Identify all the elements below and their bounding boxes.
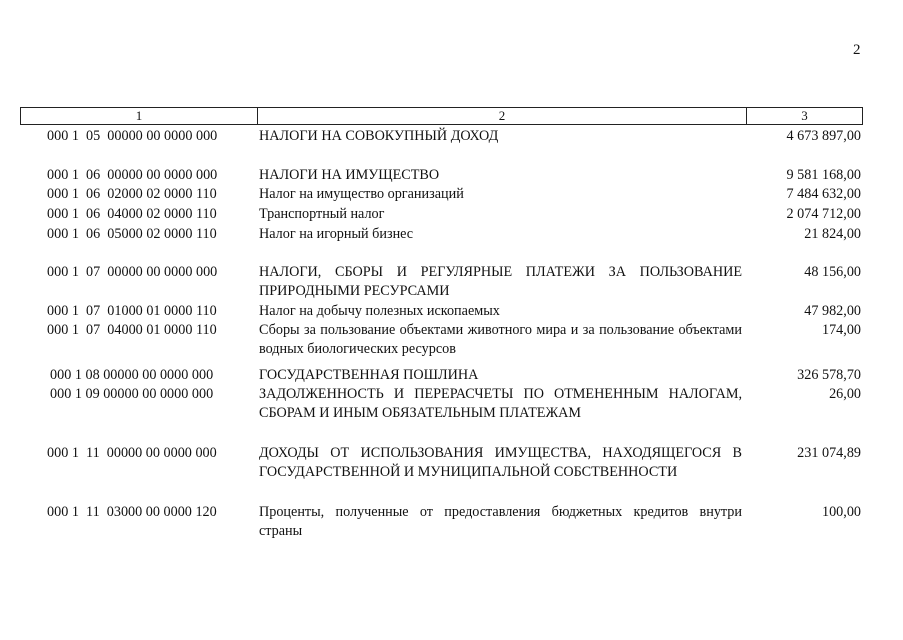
row-amount: 26,00 <box>829 386 861 402</box>
row-name: НАЛОГИ, СБОРЫ И РЕГУЛЯРНЫЕ ПЛАТЕЖИ ЗА ПОЛЬЗОВАНИЕ ПРИРОДНЫМИ РЕСУРСАМИ <box>259 264 742 299</box>
row-amount: 47 982,00 <box>804 303 861 319</box>
row-amount: 326 578,70 <box>797 367 861 383</box>
row-code: 000 1 07 04000 01 0000 110 <box>47 322 217 338</box>
row-amount: 9 581 168,00 <box>786 167 861 183</box>
row-name: Налог на имущество организаций <box>259 186 464 202</box>
row-amount: 174,00 <box>821 322 861 338</box>
row-name: Транспортный налог <box>259 206 385 222</box>
row-amount: 7 484 632,00 <box>786 186 861 202</box>
row-code: 000 1 11 00000 00 0000 000 <box>47 445 217 461</box>
row-code: 000 1 07 01000 01 0000 110 <box>47 303 217 319</box>
row-amount: 100,00 <box>821 504 861 520</box>
row-code: 000 1 07 00000 00 0000 000 <box>47 264 218 280</box>
row-name: НАЛОГИ НА СОВОКУПНЫЙ ДОХОД <box>259 128 499 144</box>
row-name: НАЛОГИ НА ИМУЩЕСТВО <box>259 167 440 183</box>
row-name: ЗАДОЛЖЕННОСТЬ И ПЕРЕРАСЧЕТЫ ПО ОТМЕНЕННЫМ НАЛОГАМ, СБОРАМ И ИНЫМ ОБЯЗАТЕЛЬНЫМ ПЛАТЕЖАМ <box>259 386 742 421</box>
row-amount: 4 673 897,00 <box>786 128 861 144</box>
row-amount: 21 824,00 <box>804 226 861 242</box>
row-code: 000 1 06 04000 02 0000 110 <box>47 206 217 222</box>
row-amount: 48 156,00 <box>804 264 861 280</box>
row-amount: 2 074 712,00 <box>786 206 861 222</box>
row-code: 000 1 11 03000 00 0000 120 <box>47 504 217 520</box>
column-header-2: 2 <box>258 108 747 124</box>
row-code: 000 1 09 00000 00 0000 000 <box>50 386 214 402</box>
row-code: 000 1 06 05000 02 0000 110 <box>47 226 217 242</box>
row-amount: 231 074,89 <box>797 445 861 461</box>
row-name: Проценты, полученные от предоставления бюджетных кредитов внутри страны <box>259 504 742 539</box>
row-name: ГОСУДАРСТВЕННАЯ ПОШЛИНА <box>259 367 479 383</box>
row-name: Сборы за пользование объектами животного мира и за пользование объектами водных биологических ресурсов <box>259 322 742 357</box>
row-name: Налог на игорный бизнес <box>259 226 414 242</box>
row-code: 000 1 08 00000 00 0000 000 <box>50 367 214 383</box>
row-code: 000 1 06 00000 00 0000 000 <box>47 167 218 183</box>
row-code: 000 1 06 02000 02 0000 110 <box>47 186 217 202</box>
row-name: ДОХОДЫ ОТ ИСПОЛЬЗОВАНИЯ ИМУЩЕСТВА, НАХОДЯЩЕГОСЯ В ГОСУДАРСТВЕННОЙ И МУНИЦИПАЛЬНОЙ СОБСТВЕННОСТИ <box>259 445 742 480</box>
row-name: Налог на добычу полезных ископаемых <box>259 303 500 319</box>
column-header-1: 1 <box>21 108 258 124</box>
page-number: 2 <box>853 42 861 58</box>
table-header <box>20 107 863 125</box>
row-code: 000 1 05 00000 00 0000 000 <box>47 128 218 144</box>
column-header-3: 3 <box>801 108 808 123</box>
